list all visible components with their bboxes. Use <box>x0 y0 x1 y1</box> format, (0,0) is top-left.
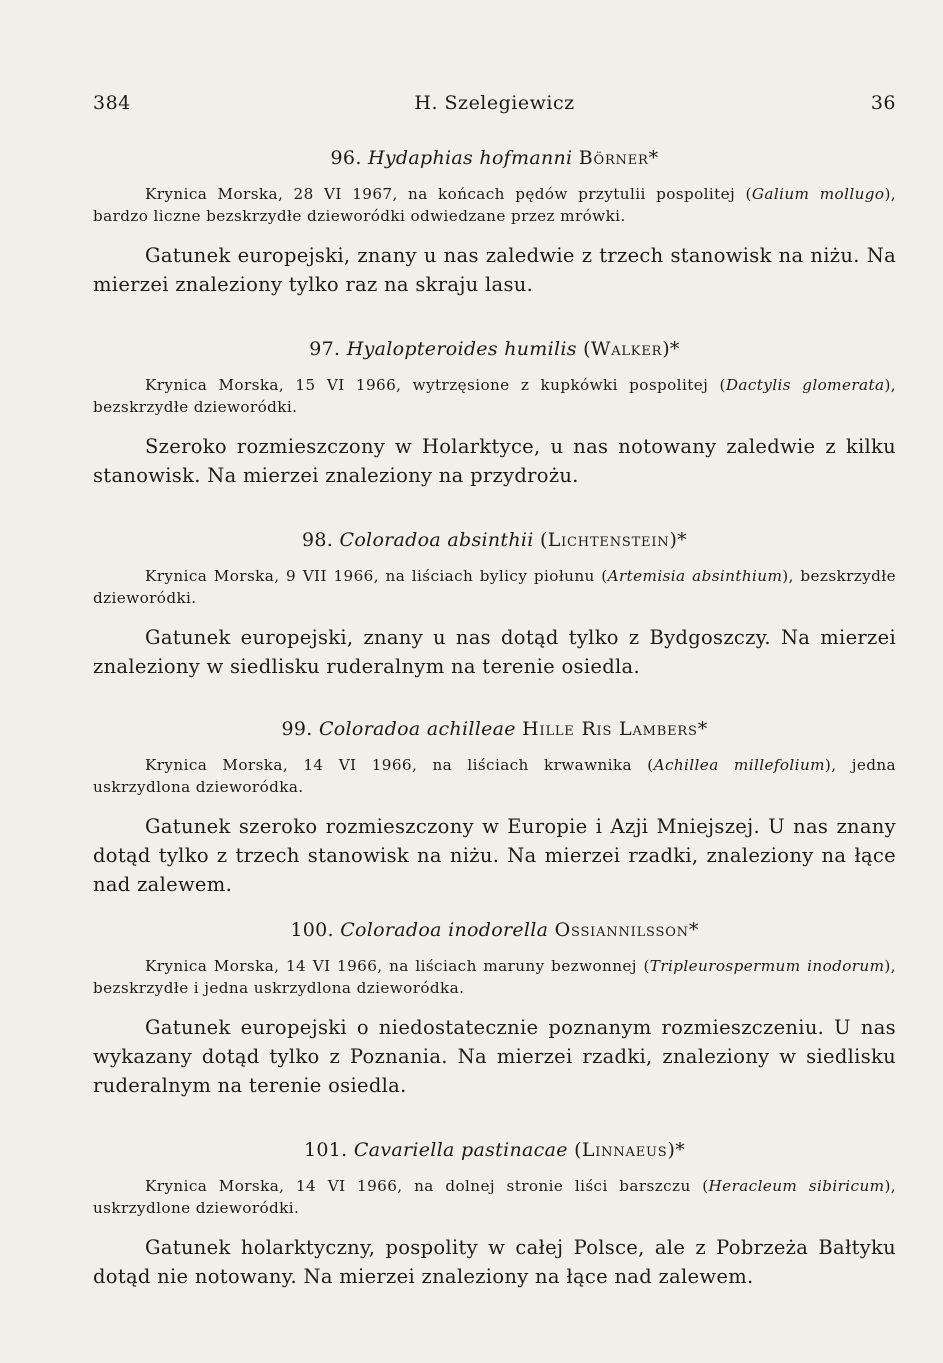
species-entry <box>93 1137 896 1291</box>
species-description: Gatunek europejski, znany u nas dotąd tylko z Bydgoszczy. Na mierzei znaleziony w siedlisku ruderalnym na terenie osiedla. <box>93 626 896 678</box>
locality-text: Krynica Morska, 14 VI 1966, na dolnej stronie liści barszczu ( <box>145 1177 709 1195</box>
entry-number: 97. <box>309 338 341 360</box>
host-plant: Tripleurospermum inodorum <box>649 957 885 975</box>
host-plant: Dactylis glomerata <box>725 376 885 394</box>
section-number: 36 <box>870 92 896 114</box>
new-record-star: * <box>688 919 699 941</box>
species-description: Gatunek szeroko rozmieszczony w Europie i Azji Mniejszej. U nas znany dotąd tylko z trzech stanowisk na niżu. Na mierzei rzadki, znaleziony na łące nad zalewem. <box>93 815 896 896</box>
species-name: Hydaphias hofmanni <box>368 147 573 169</box>
locality-text: Krynica Morska, 15 VI 1966, wytrzęsione z kupkówki pospolitej ( <box>145 376 726 394</box>
species-name: Cavariella pastinacae <box>353 1139 568 1161</box>
species-heading <box>93 917 896 943</box>
entry-number: 100. <box>290 919 334 941</box>
host-plant: Galium mollugo <box>751 185 885 203</box>
entry-number: 101. <box>304 1139 348 1161</box>
species-name: Coloradoa absinthii <box>339 529 534 551</box>
locality-text-end: ), uskrzydlone dzieworódki. <box>93 1177 896 1217</box>
new-record-star: * <box>675 1139 685 1161</box>
locality-text-end: ), bezskrzydłe dzieworódki. <box>93 567 896 607</box>
locality-record <box>93 374 896 418</box>
species-entry <box>93 917 896 1100</box>
locality-text-end: ), bardzo liczne bezskrzydłe dzieworódki odwiedzane przez mrówki. <box>93 185 896 225</box>
running-head-author: H. Szelegiewicz <box>414 92 575 114</box>
entry-number: 99. <box>281 718 313 740</box>
locality-text-end: ), bezskrzydłe dzieworódki. <box>93 376 896 416</box>
species-description: Gatunek europejski o niedostatecznie poznanym rozmieszczeniu. U nas wykazany dotąd tylko z Poznania. Na mierzei rzadki, znaleziony w siedlisku ruderalnym na terenie osiedla. <box>93 1016 896 1097</box>
new-record-star: * <box>669 338 680 360</box>
species-author: Ossiannilsson <box>554 919 689 941</box>
species-heading: 98. Coloradoa absinthii (Lichtenstein)* <box>302 529 687 551</box>
locality-record <box>93 1175 896 1219</box>
new-record-star: * <box>677 529 687 551</box>
locality-text: Krynica Morska, 28 VI 1967, na końcach pędów przytulii pospolitej ( <box>145 185 752 203</box>
species-author: Linnaeus <box>581 1139 668 1161</box>
species-name: Coloradoa achilleae <box>318 718 516 740</box>
species-heading: 101. Cavariella pastinacae (Linnaeus)* <box>304 1139 685 1161</box>
locality-record <box>93 955 896 999</box>
locality-record <box>93 754 896 798</box>
species-author: Hille Ris Lambers <box>522 718 698 740</box>
entry-number: 96. <box>330 147 362 169</box>
new-record-star: * <box>648 147 659 169</box>
locality-text: Krynica Morska, 14 VI 1966, na liściach maruny bezwonnej ( <box>145 957 650 975</box>
new-record-star: * <box>697 718 708 740</box>
entry-number: 98. <box>302 529 334 551</box>
locality-text-end: ), bezskrzydłe i jedna uskrzydlona dzieworódka. <box>93 957 896 997</box>
species-author: Lichtenstein <box>547 529 670 551</box>
species-heading <box>93 716 896 742</box>
species-name: Coloradoa inodorella <box>340 919 549 941</box>
locality-text: Krynica Morska, 9 VII 1966, na liściach bylicy piołunu ( <box>145 567 608 585</box>
species-heading: 97. Hyalopteroides humilis (Walker)* <box>309 338 680 360</box>
species-entry <box>93 716 896 899</box>
species-description: Gatunek holarktyczny, pospolity w całej Polsce, ale z Pobrzeża Bałtyku dotąd nie notowany. Na mierzei znaleziony na łące nad zalewem. <box>93 1236 896 1288</box>
species-author: Walker <box>590 338 663 360</box>
host-plant: Achillea millefolium <box>653 756 825 774</box>
locality-record <box>93 183 896 227</box>
species-description: Szeroko rozmieszczony w Holarktyce, u nas notowany zaledwie z kilku stanowisk. Na mierzei znaleziony na przydrożu. <box>93 435 896 487</box>
species-heading <box>93 145 896 171</box>
locality-text-end: ), jedna uskrzydlona dzieworódka. <box>93 756 896 796</box>
species-entry <box>93 145 896 299</box>
species-description: Gatunek europejski, znany u nas zaledwie z trzech stanowisk na niżu. Na mierzei znaleziony tylko raz na skraju lasu. <box>93 244 896 296</box>
species-entry <box>93 336 896 490</box>
locality-record <box>93 565 896 609</box>
host-plant: Heracleum sibiricum <box>708 1177 885 1195</box>
species-entry <box>93 527 896 681</box>
host-plant: Artemisia absinthium <box>607 567 783 585</box>
species-author: Börner <box>578 147 649 169</box>
locality-text: Krynica Morska, 14 VI 1966, na liściach krwawnika ( <box>145 756 654 774</box>
species-name: Hyalopteroides humilis <box>346 338 577 360</box>
page-number: 384 <box>93 92 131 114</box>
page-header <box>93 92 896 116</box>
